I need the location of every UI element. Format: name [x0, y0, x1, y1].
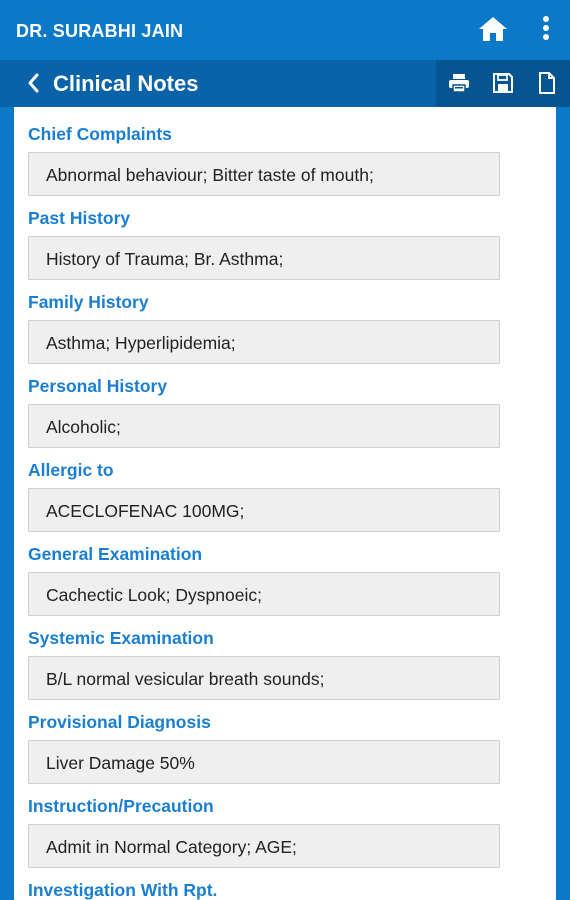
allergic-to-field[interactable]	[28, 488, 500, 532]
print-icon[interactable]	[448, 72, 470, 94]
doctor-name: DR. SURABHI JAIN	[16, 21, 184, 41]
document-icon[interactable]	[536, 72, 558, 94]
past-history-field[interactable]	[28, 236, 500, 280]
chief-complaints-field[interactable]	[28, 152, 500, 196]
systemic-examination-field[interactable]	[28, 656, 500, 700]
field-value: Abnormal behaviour; Bitter taste of mouth;	[46, 165, 374, 185]
clinical-notes-toolbar	[0, 60, 570, 107]
section-label: Instruction/Precaution	[28, 796, 214, 816]
save-icon[interactable]	[492, 72, 514, 94]
section-label: Provisional Diagnosis	[28, 712, 211, 732]
section-label: General Examination	[28, 544, 203, 564]
field-value: ACECLOFENAC 100MG;	[46, 501, 245, 521]
section-label: Allergic to	[28, 460, 114, 480]
field-value: Cachectic Look; Dyspnoeic;	[46, 585, 262, 605]
section-label: Family History	[28, 292, 149, 312]
page-title: Clinical Notes	[53, 71, 199, 96]
field-value: B/L normal vesicular breath sounds;	[46, 669, 325, 689]
more-vertical-icon[interactable]	[536, 14, 556, 44]
general-examination-field[interactable]	[28, 572, 500, 616]
field-value: History of Trauma; Br. Asthma;	[46, 249, 284, 269]
field-value: Asthma; Hyperlipidemia;	[46, 333, 236, 353]
section-label: Investigation With Rpt.	[28, 880, 218, 900]
back-chevron-icon[interactable]	[26, 73, 42, 93]
app-bar	[0, 0, 570, 60]
field-value: Alcoholic;	[46, 417, 121, 437]
field-value: Liver Damage 50%	[46, 753, 195, 773]
field-value: Admit in Normal Category; AGE;	[46, 837, 297, 857]
provisional-diagnosis-field[interactable]	[28, 740, 500, 784]
section-label: Personal History	[28, 376, 168, 396]
section-label: Chief Complaints	[28, 124, 172, 144]
home-icon[interactable]	[478, 15, 508, 43]
section-label: Systemic Examination	[28, 628, 214, 648]
family-history-field[interactable]	[28, 320, 500, 364]
clinical-notes-form	[14, 107, 556, 900]
toolbar-actions	[436, 60, 570, 107]
personal-history-field[interactable]	[28, 404, 500, 448]
section-label: Past History	[28, 208, 131, 228]
instruction-precaution-field[interactable]	[28, 824, 500, 868]
